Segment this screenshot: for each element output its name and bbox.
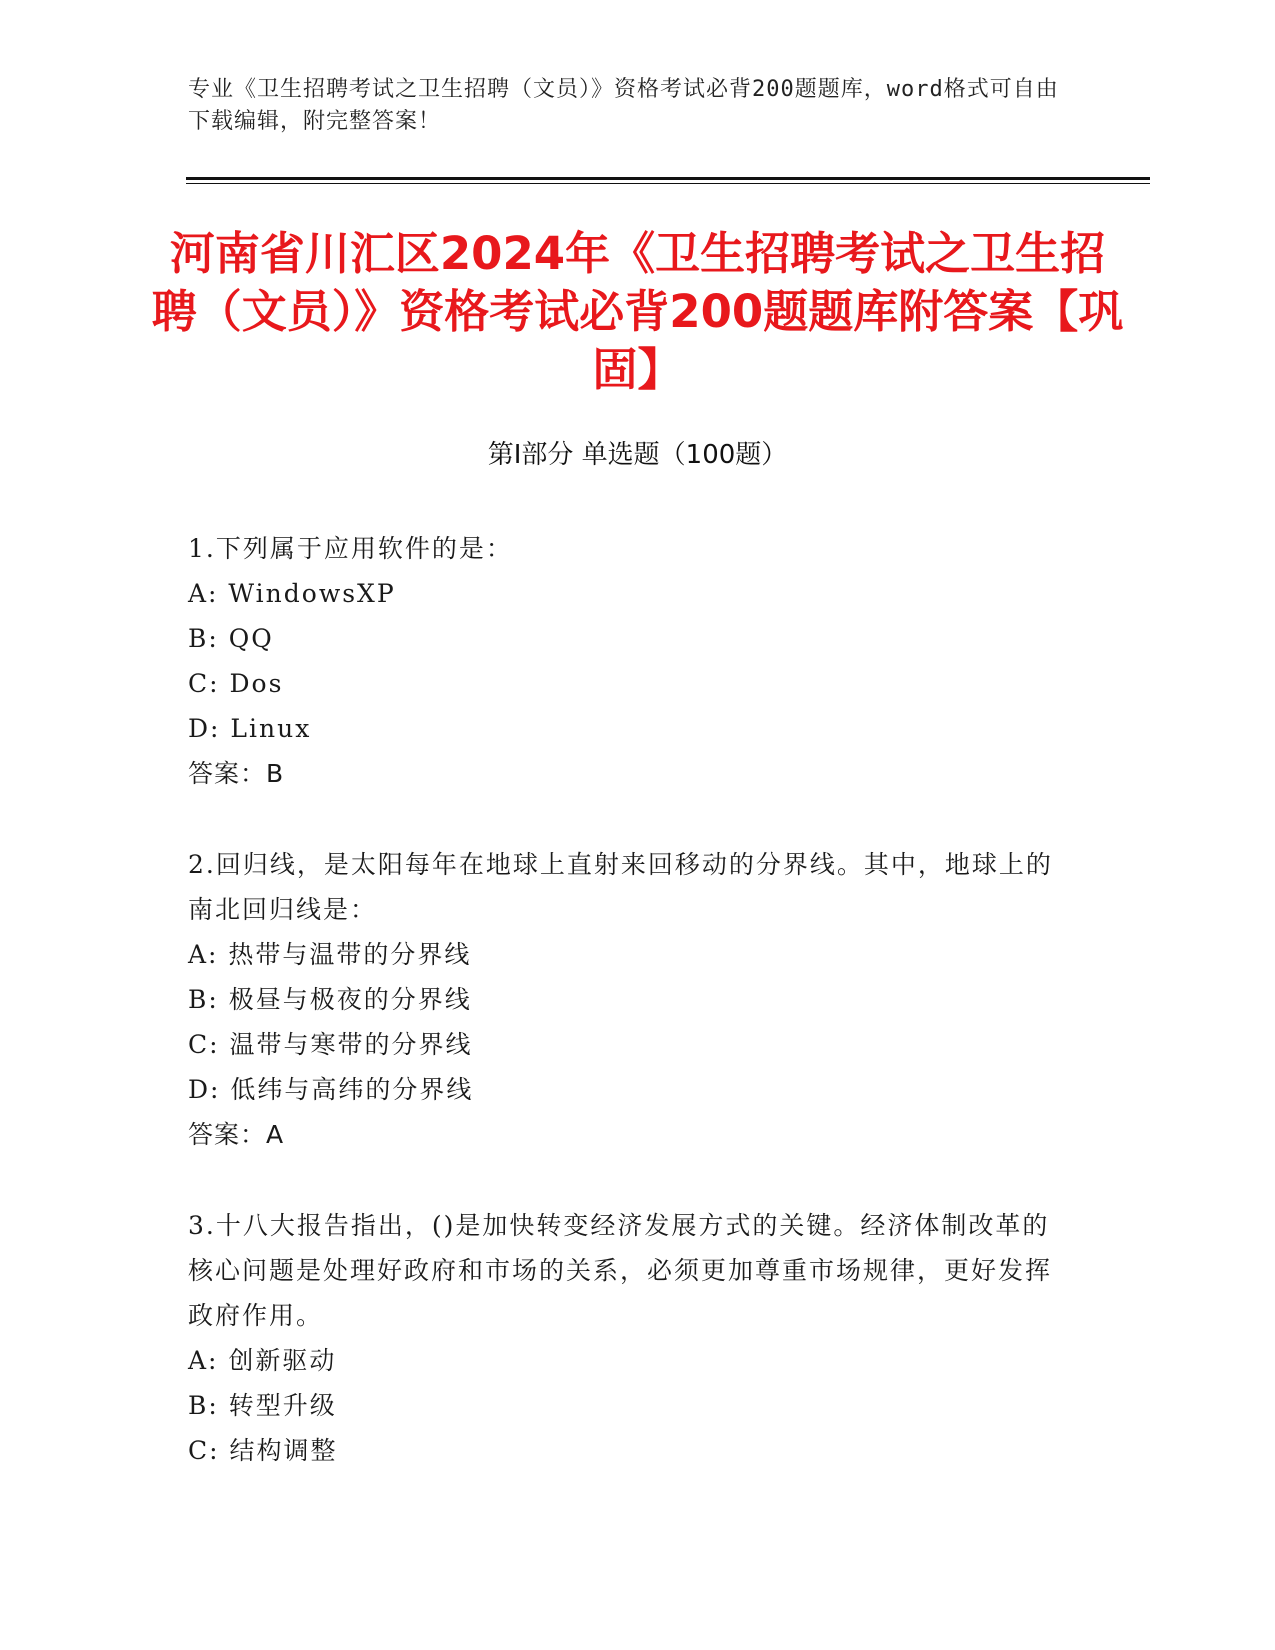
option-b: B: QQ bbox=[188, 624, 274, 653]
option-a: A: 热带与温带的分界线 bbox=[188, 940, 472, 969]
answer: 答案：B bbox=[188, 759, 285, 788]
document-title: 河南省川汇区2024年《卫生招聘考试之卫生招聘（文员）》资格考试必背200题题库附答案【巩固】 bbox=[151, 227, 1124, 396]
option-a: A: 创新驱动 bbox=[188, 1346, 337, 1375]
option-b: B: 极昼与极夜的分界线 bbox=[188, 985, 472, 1014]
header-note: 专业《卫生招聘考试之卫生招聘（文员）》资格考试必背200题题库，word格式可自由下载编辑，附完整答案！ bbox=[188, 77, 1059, 134]
option-a: A: WindowsXP bbox=[188, 579, 396, 608]
option-c: C: Dos bbox=[188, 669, 284, 698]
question-1 bbox=[188, 526, 1068, 796]
question-stem: 2.回归线，是太阳每年在地球上直射来回移动的分界线。其中，地球上的南北回归线是： bbox=[188, 850, 1053, 924]
option-c: C: 结构调整 bbox=[188, 1436, 338, 1465]
answer: 答案：A bbox=[188, 1120, 285, 1149]
question-list bbox=[188, 526, 1068, 1473]
header-rule-thin bbox=[186, 183, 1150, 184]
option-c: C: 温带与寒带的分界线 bbox=[188, 1030, 473, 1059]
question-stem: 1.下列属于应用软件的是： bbox=[188, 534, 513, 563]
option-b: B: 转型升级 bbox=[188, 1391, 337, 1420]
question-spacer bbox=[188, 1157, 1068, 1203]
option-d: D: Linux bbox=[188, 714, 312, 743]
question-2 bbox=[188, 842, 1068, 1157]
question-spacer bbox=[188, 796, 1068, 842]
option-d: D: 低纬与高纬的分界线 bbox=[188, 1075, 474, 1104]
header-rule-thick bbox=[186, 177, 1150, 180]
section-title: 第Ⅰ部分 单选题（100题） bbox=[487, 440, 788, 470]
question-3 bbox=[188, 1203, 1068, 1473]
question-stem: 3.十八大报告指出，()是加快转变经济发展方式的关键。经济体制改革的核心问题是处理好政府和市场的关系，必须更加尊重市场规律，更好发挥政府作用。 bbox=[188, 1211, 1053, 1330]
